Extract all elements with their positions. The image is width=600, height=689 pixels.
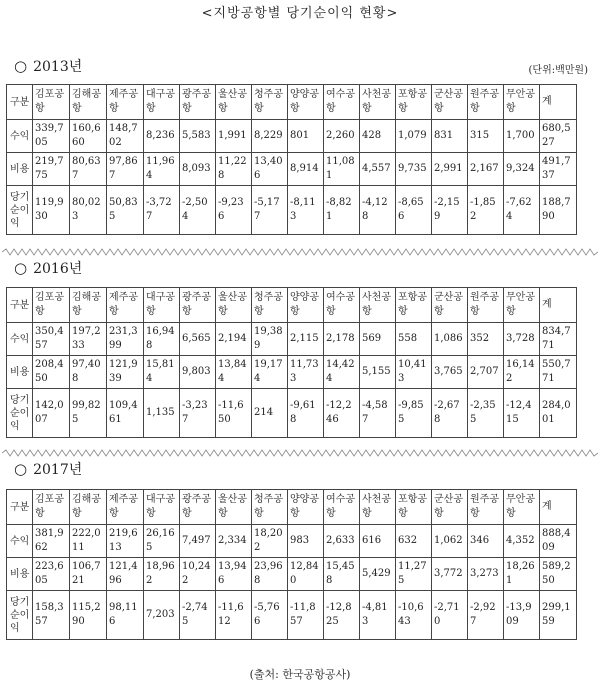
airport-header: 김해공항 xyxy=(70,490,107,525)
total-header: 계 xyxy=(540,288,577,323)
revenue-cell: 1,079 xyxy=(396,120,432,153)
section-year: 2016년 xyxy=(33,261,83,277)
revenue-cell: 616 xyxy=(360,525,396,558)
revenue-cell: 428 xyxy=(360,120,396,153)
total-header: 계 xyxy=(540,490,577,525)
source-note: (출처: 한국공항공사) xyxy=(249,668,351,681)
airport-header: 사천공항 xyxy=(360,85,396,120)
net-cell: -4,587 xyxy=(360,389,396,438)
cost-cell: 9,324 xyxy=(504,153,540,186)
net-cell: -12,246 xyxy=(324,389,360,438)
header-row xyxy=(7,288,577,323)
net-cell: 214 xyxy=(252,389,288,438)
revenue-cell: 18,202 xyxy=(252,525,288,558)
airport-header: 군산공항 xyxy=(432,85,468,120)
revenue-cell: 801 xyxy=(288,120,324,153)
cost-cell: 2,707 xyxy=(468,356,504,389)
net-cell: -4,128 xyxy=(360,186,396,235)
revenue-cell: 2,633 xyxy=(324,525,360,558)
airport-header: 원주공항 xyxy=(468,490,504,525)
revenue-cell: 381,962 xyxy=(33,525,70,558)
revenue-cell: 160,660 xyxy=(70,120,107,153)
net-cell: 158,357 xyxy=(33,591,70,640)
cost-cell: 13,406 xyxy=(252,153,288,186)
airport-header: 김포공항 xyxy=(33,85,70,120)
revenue-cell: 834,771 xyxy=(540,323,577,356)
cost-cell: 13,946 xyxy=(216,558,252,591)
cost-cell: 106,721 xyxy=(70,558,107,591)
net-cell: 1,135 xyxy=(144,389,180,438)
airport-header: 울산공항 xyxy=(216,85,252,120)
net-cell: 142,007 xyxy=(33,389,70,438)
revenue-cell: 2,334 xyxy=(216,525,252,558)
revenue-cell: 19,389 xyxy=(252,323,288,356)
cost-cell: 208,450 xyxy=(33,356,70,389)
revenue-cell: 197,233 xyxy=(70,323,107,356)
airport-header: 군산공항 xyxy=(432,288,468,323)
section-title-2016 xyxy=(14,258,82,278)
net-cell: 80,023 xyxy=(70,186,107,235)
table-row-cost xyxy=(7,356,577,389)
net-cell: 284,001 xyxy=(540,389,577,438)
revenue-cell: 2,178 xyxy=(324,323,360,356)
cost-cell: 11,081 xyxy=(324,153,360,186)
revenue-cell: 8,236 xyxy=(144,120,180,153)
net-cell: -3,727 xyxy=(144,186,180,235)
airport-header: 광주공항 xyxy=(180,288,216,323)
revenue-cell: 6,565 xyxy=(180,323,216,356)
row-label-revenue: 수익 xyxy=(7,120,33,153)
net-cell: -11,857 xyxy=(288,591,324,640)
cost-cell: 97,867 xyxy=(107,153,144,186)
table-row-net xyxy=(7,186,577,235)
net-cell: -9,855 xyxy=(396,389,432,438)
cost-cell: 14,424 xyxy=(324,356,360,389)
net-cell: 98,116 xyxy=(107,591,144,640)
revenue-cell: 2,260 xyxy=(324,120,360,153)
row-label-net: 당기순이익 xyxy=(7,591,33,640)
cost-cell: 3,772 xyxy=(432,558,468,591)
airport-header: 포항공항 xyxy=(396,288,432,323)
revenue-cell: 569 xyxy=(360,323,396,356)
corner-header: 구분 xyxy=(7,490,33,525)
revenue-cell: 680,527 xyxy=(540,120,577,153)
header-row xyxy=(7,85,577,120)
corner-header: 구분 xyxy=(7,85,33,120)
revenue-cell: 1,991 xyxy=(216,120,252,153)
revenue-cell: 632 xyxy=(396,525,432,558)
cost-cell: 9,803 xyxy=(180,356,216,389)
revenue-cell: 231,399 xyxy=(107,323,144,356)
revenue-cell: 831 xyxy=(432,120,468,153)
cost-cell: 16,142 xyxy=(504,356,540,389)
airport-header: 김해공항 xyxy=(70,85,107,120)
revenue-cell: 16,948 xyxy=(144,323,180,356)
cost-cell: 3,765 xyxy=(432,356,468,389)
net-cell: -9,236 xyxy=(216,186,252,235)
airport-header: 대구공항 xyxy=(144,490,180,525)
net-cell: -13,909 xyxy=(504,591,540,640)
airport-header: 제주공항 xyxy=(107,288,144,323)
airport-header: 청주공항 xyxy=(252,85,288,120)
net-cell: -12,825 xyxy=(324,591,360,640)
revenue-cell: 1,062 xyxy=(432,525,468,558)
cost-cell: 4,557 xyxy=(360,153,396,186)
table-row-cost xyxy=(7,153,577,186)
revenue-cell: 3,728 xyxy=(504,323,540,356)
airport-header: 울산공항 xyxy=(216,288,252,323)
revenue-cell: 26,165 xyxy=(144,525,180,558)
section-title-2013 xyxy=(14,56,82,76)
airport-header: 무안공항 xyxy=(504,490,540,525)
airport-header: 대구공항 xyxy=(144,85,180,120)
row-label-net: 당기순이익 xyxy=(7,389,33,438)
cost-cell: 11,275 xyxy=(396,558,432,591)
net-cell: -1,852 xyxy=(468,186,504,235)
cost-cell: 23,968 xyxy=(252,558,288,591)
net-cell: -11,612 xyxy=(216,591,252,640)
cost-cell: 589,250 xyxy=(540,558,577,591)
revenue-cell: 346 xyxy=(468,525,504,558)
airport-header: 울산공항 xyxy=(216,490,252,525)
cost-cell: 15,458 xyxy=(324,558,360,591)
cost-cell: 219,775 xyxy=(33,153,70,186)
airport-header: 청주공항 xyxy=(252,490,288,525)
cost-cell: 9,735 xyxy=(396,153,432,186)
cost-cell: 550,771 xyxy=(540,356,577,389)
airport-header: 무안공항 xyxy=(504,288,540,323)
cost-cell: 19,174 xyxy=(252,356,288,389)
section-divider xyxy=(2,449,598,457)
section-year: 2013년 xyxy=(33,59,83,75)
cost-cell: 18,962 xyxy=(144,558,180,591)
net-cell: -3,237 xyxy=(180,389,216,438)
net-cell: -2,355 xyxy=(468,389,504,438)
revenue-cell: 339,705 xyxy=(33,120,70,153)
net-cell: -2,504 xyxy=(180,186,216,235)
revenue-cell: 352 xyxy=(468,323,504,356)
airport-header: 여수공항 xyxy=(324,288,360,323)
airport-header: 군산공항 xyxy=(432,490,468,525)
net-cell: -2,927 xyxy=(468,591,504,640)
cost-cell: 491,737 xyxy=(540,153,577,186)
table-row-net xyxy=(7,389,577,438)
net-cell: 299,159 xyxy=(540,591,577,640)
net-cell: -9,618 xyxy=(288,389,324,438)
net-cell: -12,415 xyxy=(504,389,540,438)
section-divider xyxy=(2,248,598,256)
cost-cell: 97,408 xyxy=(70,356,107,389)
net-cell: -2,159 xyxy=(432,186,468,235)
cost-cell: 11,733 xyxy=(288,356,324,389)
revenue-cell: 558 xyxy=(396,323,432,356)
airport-header: 양양공항 xyxy=(288,288,324,323)
revenue-cell: 8,229 xyxy=(252,120,288,153)
corner-header: 구분 xyxy=(7,288,33,323)
cost-cell: 2,167 xyxy=(468,153,504,186)
row-label-cost: 비용 xyxy=(7,558,33,591)
cost-cell: 80,637 xyxy=(70,153,107,186)
cost-cell: 223,605 xyxy=(33,558,70,591)
airport-header: 여수공항 xyxy=(324,85,360,120)
airport-header: 사천공항 xyxy=(360,490,396,525)
revenue-cell: 222,011 xyxy=(70,525,107,558)
airport-header: 광주공항 xyxy=(180,490,216,525)
cost-cell: 18,261 xyxy=(504,558,540,591)
airport-header: 김해공항 xyxy=(70,288,107,323)
table-row-cost xyxy=(7,558,577,591)
header-row xyxy=(7,490,577,525)
net-cell: 7,203 xyxy=(144,591,180,640)
net-cell: -11,650 xyxy=(216,389,252,438)
revenue-cell: 350,457 xyxy=(33,323,70,356)
profit-table-2017 xyxy=(6,489,577,640)
row-label-revenue: 수익 xyxy=(7,525,33,558)
cost-cell: 12,840 xyxy=(288,558,324,591)
cost-cell: 2,991 xyxy=(432,153,468,186)
total-header: 계 xyxy=(540,85,577,120)
airport-header: 포항공항 xyxy=(396,85,432,120)
cost-cell: 3,273 xyxy=(468,558,504,591)
net-cell: -10,643 xyxy=(396,591,432,640)
cost-cell: 11,228 xyxy=(216,153,252,186)
airport-header: 김포공항 xyxy=(33,288,70,323)
revenue-cell: 5,583 xyxy=(180,120,216,153)
net-cell: 109,461 xyxy=(107,389,144,438)
net-cell: 115,290 xyxy=(70,591,107,640)
net-cell: -7,624 xyxy=(504,186,540,235)
airport-header: 제주공항 xyxy=(107,85,144,120)
unit-label: (단위:백만원) xyxy=(528,65,588,76)
net-cell: -5,766 xyxy=(252,591,288,640)
revenue-cell: 148,702 xyxy=(107,120,144,153)
table-row-revenue xyxy=(7,120,577,153)
cost-cell: 8,093 xyxy=(180,153,216,186)
net-cell: -5,177 xyxy=(252,186,288,235)
airport-header: 무안공항 xyxy=(504,85,540,120)
airport-header: 광주공항 xyxy=(180,85,216,120)
circle-marker: ○ xyxy=(14,57,28,75)
airport-header: 청주공항 xyxy=(252,288,288,323)
cost-cell: 8,914 xyxy=(288,153,324,186)
net-cell: -8,656 xyxy=(396,186,432,235)
revenue-cell: 2,115 xyxy=(288,323,324,356)
section-year: 2017년 xyxy=(33,462,83,478)
table-row-revenue xyxy=(7,323,577,356)
section-title-2017 xyxy=(14,459,82,479)
cost-cell: 5,429 xyxy=(360,558,396,591)
net-cell: -2,745 xyxy=(180,591,216,640)
row-label-revenue: 수익 xyxy=(7,323,33,356)
net-cell: 188,790 xyxy=(540,186,577,235)
airport-header: 대구공항 xyxy=(144,288,180,323)
net-cell: 50,835 xyxy=(107,186,144,235)
airport-header: 여수공항 xyxy=(324,490,360,525)
revenue-cell: 1,086 xyxy=(432,323,468,356)
airport-header: 원주공항 xyxy=(468,85,504,120)
net-cell: 119,930 xyxy=(33,186,70,235)
revenue-cell: 2,194 xyxy=(216,323,252,356)
revenue-cell: 4,352 xyxy=(504,525,540,558)
net-cell: -2,710 xyxy=(432,591,468,640)
net-cell: -2,678 xyxy=(432,389,468,438)
profit-table-2016 xyxy=(6,287,577,438)
table-row-net xyxy=(7,591,577,640)
airport-header: 원주공항 xyxy=(468,288,504,323)
net-cell: -8,113 xyxy=(288,186,324,235)
row-label-cost: 비용 xyxy=(7,153,33,186)
cost-cell: 13,844 xyxy=(216,356,252,389)
airport-header: 김포공항 xyxy=(33,490,70,525)
revenue-cell: 315 xyxy=(468,120,504,153)
cost-cell: 15,814 xyxy=(144,356,180,389)
airport-header: 제주공항 xyxy=(107,490,144,525)
profit-table-2013 xyxy=(6,84,577,235)
cost-cell: 5,155 xyxy=(360,356,396,389)
revenue-cell: 219,613 xyxy=(107,525,144,558)
revenue-cell: 7,497 xyxy=(180,525,216,558)
airport-header: 포항공항 xyxy=(396,490,432,525)
row-label-net: 당기순이익 xyxy=(7,186,33,235)
cost-cell: 121,496 xyxy=(107,558,144,591)
table-row-revenue xyxy=(7,525,577,558)
net-cell: 99,825 xyxy=(70,389,107,438)
cost-cell: 10,242 xyxy=(180,558,216,591)
cost-cell: 121,939 xyxy=(107,356,144,389)
cost-cell: 11,964 xyxy=(144,153,180,186)
revenue-cell: 888,409 xyxy=(540,525,577,558)
page-title: <지방공항별 당기순이익 현황> xyxy=(201,6,399,21)
airport-header: 양양공항 xyxy=(288,490,324,525)
circle-marker: ○ xyxy=(14,460,28,478)
net-cell: -8,821 xyxy=(324,186,360,235)
cost-cell: 10,413 xyxy=(396,356,432,389)
airport-header: 양양공항 xyxy=(288,85,324,120)
row-label-cost: 비용 xyxy=(7,356,33,389)
revenue-cell: 1,700 xyxy=(504,120,540,153)
revenue-cell: 983 xyxy=(288,525,324,558)
net-cell: -4,813 xyxy=(360,591,396,640)
airport-header: 사천공항 xyxy=(360,288,396,323)
circle-marker: ○ xyxy=(14,259,28,277)
